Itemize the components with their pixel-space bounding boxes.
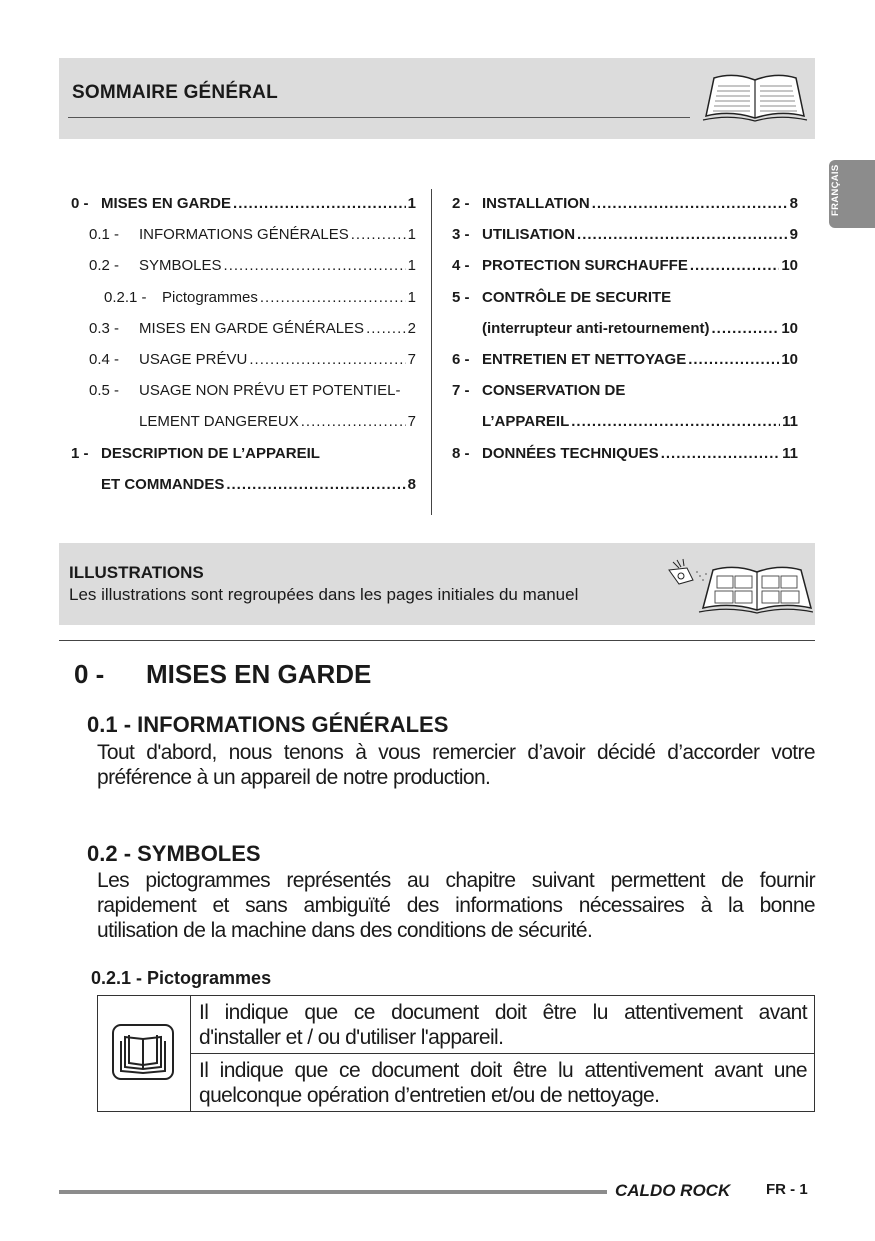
toc-entry (452, 257, 798, 275)
toc-entry (89, 320, 416, 338)
toc-leader-dots (366, 320, 406, 338)
toc-entry-number: 5 - (452, 288, 470, 306)
toc-leader-dots (260, 289, 406, 307)
toc-entry-number: 2 - (452, 195, 470, 212)
toc-leader-dots (233, 195, 406, 213)
toc-entry-title: LEMENT DANGEREUX (139, 413, 299, 431)
toc-entry-page: 1 (407, 257, 416, 275)
toc-leader-dots (690, 257, 779, 275)
pictogram-row-1-text (199, 1000, 807, 1050)
toc-entry-title: USAGE PRÉVU (139, 351, 248, 368)
toc-leader-dots (351, 226, 406, 244)
section-separator (59, 640, 815, 641)
toc-entry-page: 9 (789, 226, 798, 244)
toc-entry (452, 289, 798, 307)
text-line: préférence à un appareil de notre production. (97, 766, 491, 789)
toc-entry-page: 1 (407, 226, 416, 244)
toc-entry-number: 6 - (452, 351, 470, 368)
toc-leader-dots (712, 320, 780, 338)
toc-entry-number: 0.2 - (89, 257, 120, 275)
toc-entry-title: ET COMMANDES (101, 475, 225, 493)
toc-leader-dots (661, 445, 780, 463)
toc-entry-number: 0.5 - (89, 382, 120, 400)
section-0-2-text (97, 868, 815, 943)
toc-entry-number: 0.2.1 - (104, 288, 147, 306)
toc-entry-page: 10 (781, 257, 798, 275)
text-line: Il indique que ce document doit être lu attentivement avant une (199, 1059, 807, 1082)
toc-entry-page: 10 (781, 319, 798, 337)
toc-leader-dots (571, 413, 780, 431)
footer-rule (59, 1190, 607, 1194)
text-line: quelconque opération d’entretien et/ou de nettoyage. (199, 1084, 660, 1107)
summary-title: SOMMAIRE GÉNÉRAL (72, 82, 278, 103)
illustrated-book-icon (665, 558, 813, 614)
section-0-2-heading: 0.2 - SYMBOLES (87, 841, 261, 866)
pictogram-row-2-text (199, 1058, 807, 1108)
toc-entry-number: 0.3 - (89, 319, 120, 337)
toc-entry-title: INSTALLATION (482, 195, 590, 212)
illustrations-title: ILLUSTRATIONS (69, 563, 204, 582)
open-book-icon (700, 70, 810, 122)
section-0-heading (74, 659, 371, 690)
toc-entry-page: 10 (781, 351, 798, 368)
toc-leader-dots (224, 257, 406, 275)
summary-underline (68, 117, 690, 118)
toc-entry (452, 351, 798, 369)
toc-entry-number: 0.1 - (89, 226, 120, 244)
footer-page-number: FR - 1 (766, 1181, 808, 1198)
toc-entry-page: 8 (407, 475, 416, 493)
toc-entry-page: 1 (407, 195, 416, 212)
toc-entry (89, 257, 416, 275)
section-0-1-text (97, 740, 815, 790)
text-line: Les pictogrammes représentés au chapitre suivant permettent de fournir (97, 869, 815, 892)
toc-entry-title: CONSERVATION DE (482, 382, 626, 400)
toc-entry-number: 0 - (71, 195, 89, 212)
toc-entry (452, 195, 798, 213)
toc-column-divider (431, 189, 432, 515)
toc-entry-title: ENTRETIEN ET NETTOYAGE (482, 351, 687, 368)
toc-entry-page: 11 (782, 413, 798, 431)
toc-entry-page: 11 (782, 444, 798, 462)
toc-entry-number: 8 - (452, 444, 470, 462)
section-0-1-heading: 0.1 - INFORMATIONS GÉNÉRALES (87, 712, 449, 737)
text-line: rapidement et sans ambiguïté des informations nécessaires à la bonne (97, 894, 815, 917)
toc-entry (89, 351, 416, 369)
language-label: FRANÇAIS (830, 164, 841, 216)
toc-entry (452, 445, 798, 463)
toc-entry (71, 195, 416, 213)
toc-entry-page: 7 (407, 413, 416, 431)
toc-entry-title: CONTRÔLE DE SECURITE (482, 288, 672, 306)
toc-entry-number: 0.4 - (89, 351, 120, 368)
text-line: d'installer et / ou d'utiliser l'appareil. (199, 1026, 504, 1049)
toc-entry-title: Pictogrammes (162, 288, 258, 306)
toc-entry-title: MISES EN GARDE GÉNÉRALES (139, 319, 365, 337)
toc-leader-dots (592, 195, 788, 213)
toc-entry-page: 1 (407, 288, 416, 306)
toc-entry-title: UTILISATION (482, 226, 576, 244)
toc-entry (101, 476, 416, 494)
text-line: Tout d'abord, nous tenons à vous remercier d’avoir décidé d’accorder votre (97, 741, 815, 764)
toc-entry-title: (interrupteur anti-retournement) (482, 319, 710, 337)
toc-leader-dots (226, 476, 405, 494)
section-0-number: 0 - (74, 659, 105, 689)
pictograms-heading: 0.2.1 - Pictogrammes (91, 968, 272, 988)
toc-entry-page: 7 (407, 351, 416, 368)
pictogram-row-separator (191, 1053, 815, 1054)
toc-entry-title: PROTECTION SURCHAUFFE (482, 257, 688, 275)
toc-entry-title: L’APPAREIL (482, 413, 570, 431)
toc-entry-number: 1 - (71, 444, 89, 462)
toc-entry-title: INFORMATIONS GÉNÉRALES (139, 226, 349, 244)
toc-entry-title: DONNÉES TECHNIQUES (482, 444, 659, 462)
text-line: Il indique que ce document doit être lu attentivement avant (199, 1001, 807, 1024)
toc-leader-dots (301, 413, 406, 431)
toc-entry (452, 382, 798, 400)
toc-entry (89, 382, 416, 400)
toc-entry-title: USAGE NON PRÉVU ET POTENTIEL- (139, 382, 401, 400)
toc-leader-dots (688, 351, 779, 369)
read-manual-icon (111, 1023, 175, 1081)
toc-entry (452, 226, 798, 244)
text-line: utilisation de la machine dans des conditions de sécurité. (97, 919, 593, 942)
toc-entry (104, 289, 416, 307)
illustrations-text: Les illustrations sont regroupées dans les pages initiales du manuel (69, 585, 579, 604)
toc-entry (89, 226, 416, 244)
toc-entry (482, 413, 798, 431)
toc-entry-title: MISES EN GARDE (101, 195, 232, 212)
toc-leader-dots (249, 351, 405, 369)
toc-entry-title: DESCRIPTION DE L’APPAREIL (101, 444, 320, 462)
toc-entry-number: 7 - (452, 382, 470, 400)
toc-entry (482, 320, 798, 338)
toc-entry-number: 3 - (452, 226, 470, 244)
toc-entry-title: SYMBOLES (139, 257, 222, 275)
toc-leader-dots (577, 226, 788, 244)
toc-entry (139, 413, 416, 431)
toc-entry (71, 445, 416, 463)
toc-entry-number: 4 - (452, 257, 470, 275)
footer-product-name: CALDO ROCK (615, 1181, 731, 1200)
toc-entry-page: 2 (407, 319, 416, 337)
pictogram-icon-cell (97, 995, 191, 1112)
toc-entry-page: 8 (789, 195, 798, 212)
section-0-title: MISES EN GARDE (146, 659, 372, 689)
